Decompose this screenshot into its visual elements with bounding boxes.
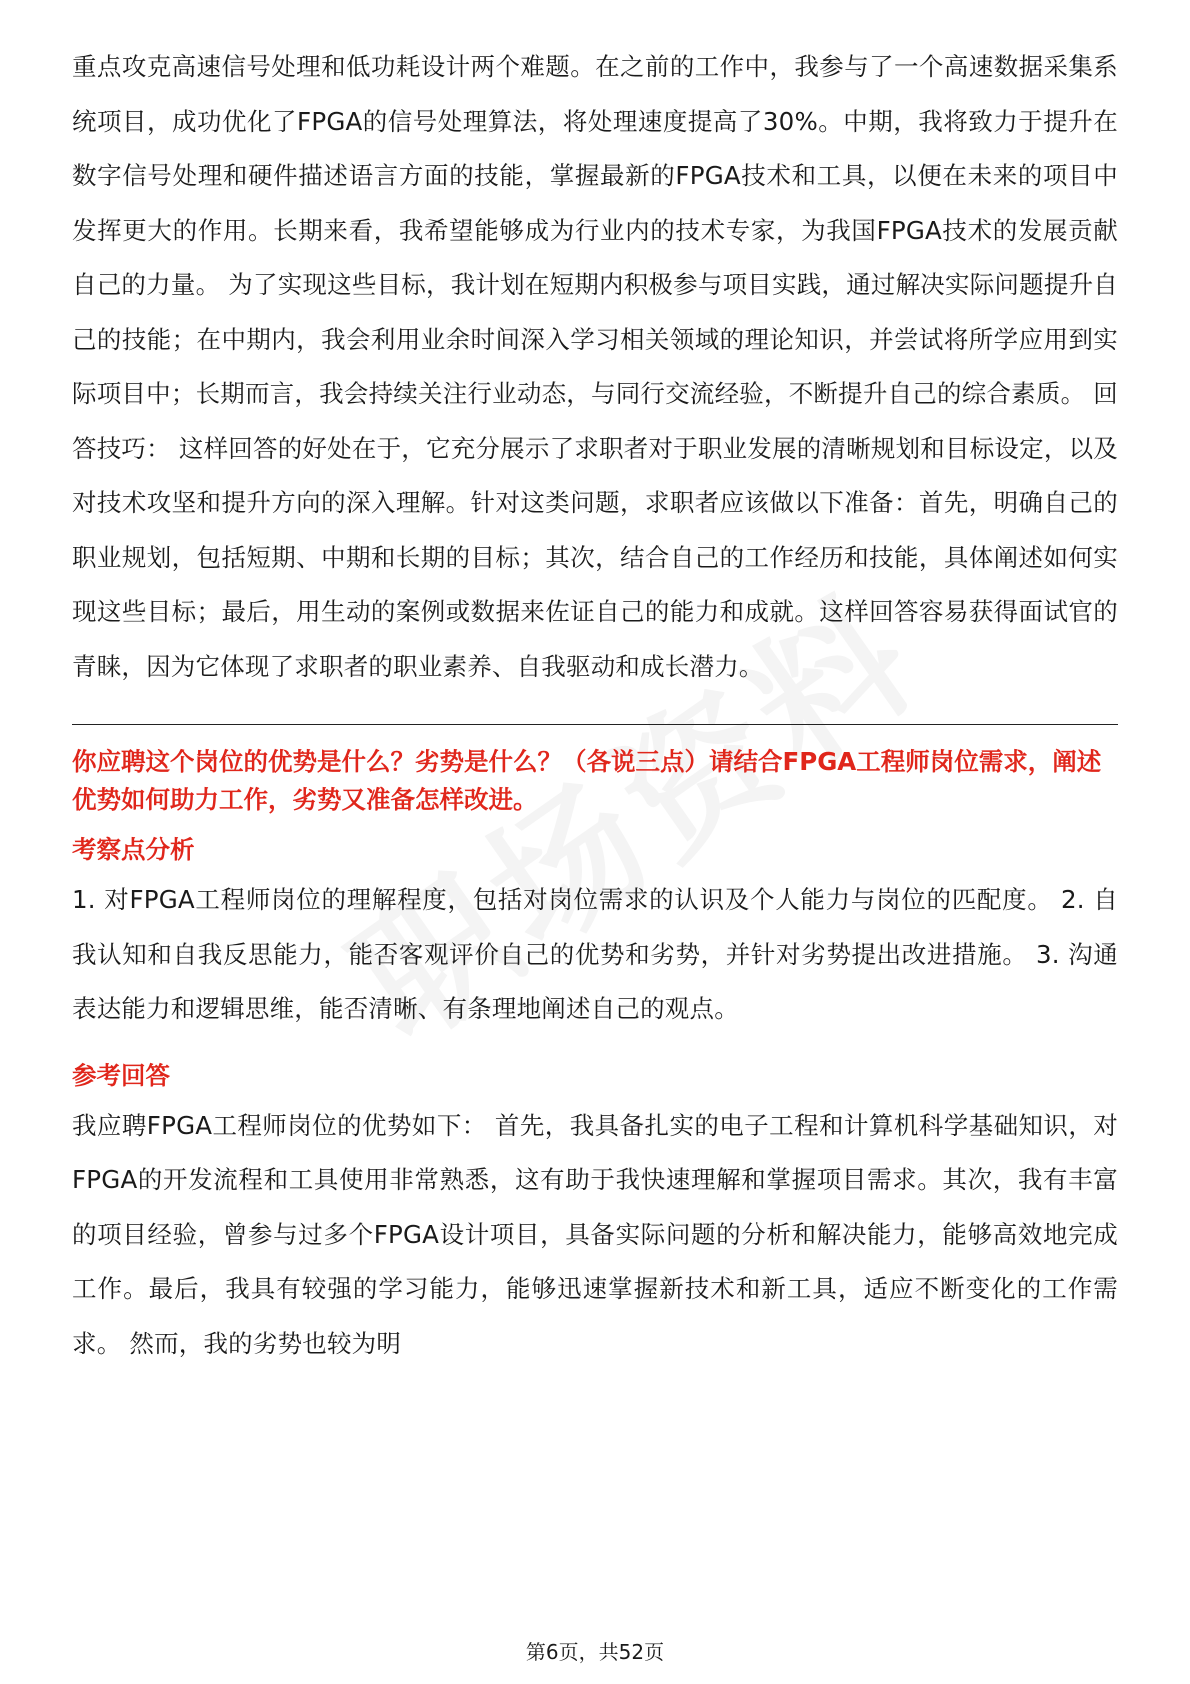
analysis-heading: 考察点分析 [72,835,195,864]
analysis-paragraph: 1. 对FPGA工程师岗位的理解程度，包括对岗位需求的认识及个人能力与岗位的匹配度。 2. 自我认知和自我反思能力，能否客观评价自己的优势和劣势，并针对劣势提出改进措施。 3. 沟通表达能力和逻辑思维，能否清晰、有条理地阐述自己的观点。 [72,885,1118,1023]
page-content [72,40,1118,1371]
section-divider [72,724,1118,725]
reference-paragraph: 我应聘FPGA工程师岗位的优势如下： 首先，我具备扎实的电子工程和计算机科学基础知识，对FPGA的开发流程和工具使用非常熟悉，这有助于我快速理解和掌握项目需求。其次，我有丰富的项目经验，曾参与过多个FPGA设计项目，具备实际问题的分析和解决能力，能够高效地完成工作。最后，我具有较强的学习能力，能够迅速掌握新技术和新工具，适应不断变化的工作需求。 然而，我的劣势也较为明 [72,1110,1118,1358]
reference-heading: 参考回答 [72,1060,170,1090]
question-title: 你应聘这个岗位的优势是什么？劣势是什么？（各说三点）请结合FPGA工程师岗位需求，阐述优势如何助力工作，劣势又准备怎样改进。 [72,747,1102,814]
page-number: 第6页，共52页 [525,1640,665,1664]
intro-paragraph: 重点攻克高速信号处理和低功耗设计两个难题。在之前的工作中，我参与了一个高速数据采集系统项目，成功优化了FPGA的信号处理算法，将处理速度提高了30%。中期，我将致力于提升在数字信号处理和硬件描述语言方面的技能，掌握最新的FPGA技术和工具，以便在未来的项目中发挥更大的作用。长期来看，我希望能够成为行业内的技术专家，为我国FPGA技术的发展贡献自己的力量。 为了实现这些目标，我计划在短期内积极参与项目实践，通过解决实际问题提升自己的技能；在中期内，我会利用业余时间深入学习相关领域的理论知识，并尝试将所学应用到实际项目中；长期而言，我会持续关注行业动态，与同行交流经验，不断提升自己的综合素质。 回答技巧： 这样回答的好处在于，它充分展示了求职者对于职业发展的清晰规划和目标设定，以及对技术攻坚和提升方向的深入理解。针对这类问题，求职者应该做以下准备：首先，明确自己的职业规划，包括短期、中期和长期的目标；其次，结合自己的工作经历和技能，具体阐述如何实现这些目标；最后，用生动的案例或数据来佐证自己的能力和成就。这样回答容易获得面试官的青睐，因为它体现了求职者的职业素养、自我驱动和成长潜力。 [72,52,1118,681]
